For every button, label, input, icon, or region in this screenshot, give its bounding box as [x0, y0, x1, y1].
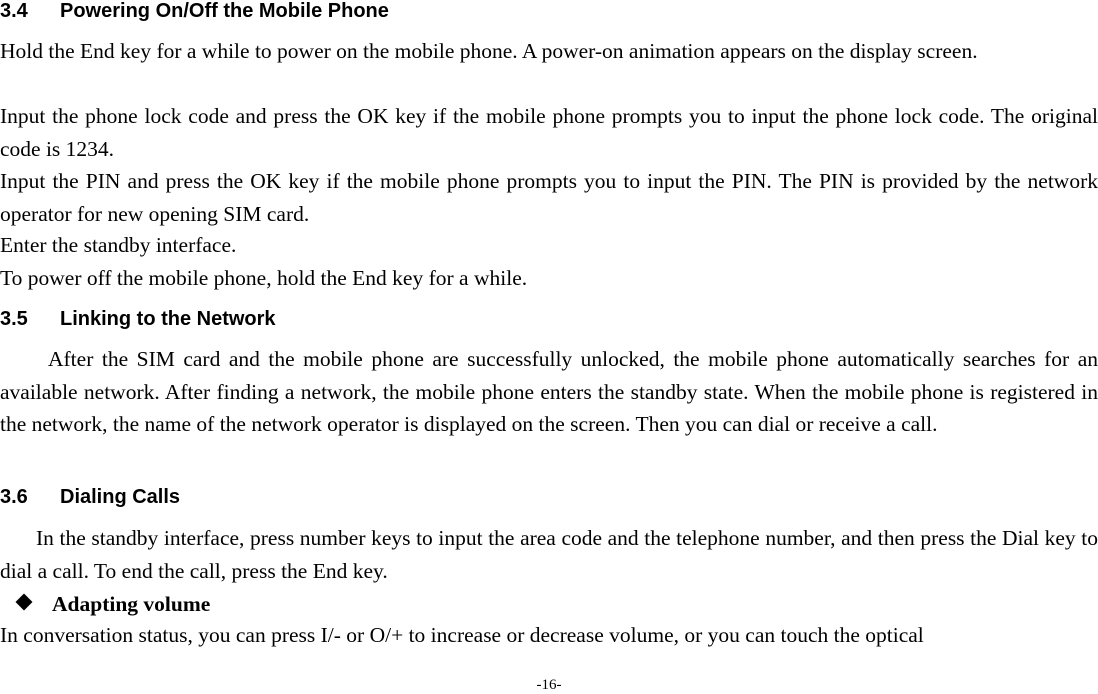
- section-number: 3.4: [0, 0, 28, 22]
- section-title: Dialing Calls: [60, 486, 181, 508]
- section-number: 3.6: [0, 486, 28, 508]
- paragraph: In the standby interface, press number keys to input the area code and the telephone number, and then press the Dial key to dial a call. To end the call, press the End key.: [0, 526, 1098, 583]
- bullet-title: Adapting volume: [52, 592, 211, 616]
- section-number: 3.5: [0, 308, 28, 330]
- diamond-bullet-icon: [16, 594, 33, 611]
- paragraph: Input the phone lock code and press the OK key if the mobile phone prompts you to input the phone lock code. The original code is 1234.: [0, 104, 1098, 161]
- paragraph: In conversation status, you can press I/- or O/+ to increase or decrease volume, or you can touch the optical: [0, 623, 924, 647]
- paragraph: After the SIM card and the mobile phone are successfully unlocked, the mobile phone automatically searches for an available network. After finding a network, the mobile phone enters the standby state. When the mobile phone is registered in the network, the name of the network operator is displayed on the screen. Then you can dial or receive a call.: [0, 347, 1098, 436]
- section-heading-3-6: [0, 486, 180, 508]
- page-number: -16-: [536, 677, 562, 693]
- paragraph: Hold the End key for a while to power on the mobile phone. A power-on animation appears on the display screen.: [0, 39, 978, 63]
- paragraph: Enter the standby interface.: [0, 233, 237, 257]
- paragraph: To power off the mobile phone, hold the End key for a while.: [0, 266, 528, 290]
- bullet-heading: [18, 590, 210, 618]
- section-heading-3-4: [0, 0, 389, 22]
- paragraph: Input the PIN and press the OK key if the mobile phone prompts you to input the PIN. The PIN is provided by the network operator for new opening SIM card.: [0, 169, 1098, 226]
- section-heading-3-5: [0, 308, 276, 330]
- section-title: Powering On/Off the Mobile Phone: [60, 0, 389, 22]
- section-title: Linking to the Network: [60, 308, 276, 330]
